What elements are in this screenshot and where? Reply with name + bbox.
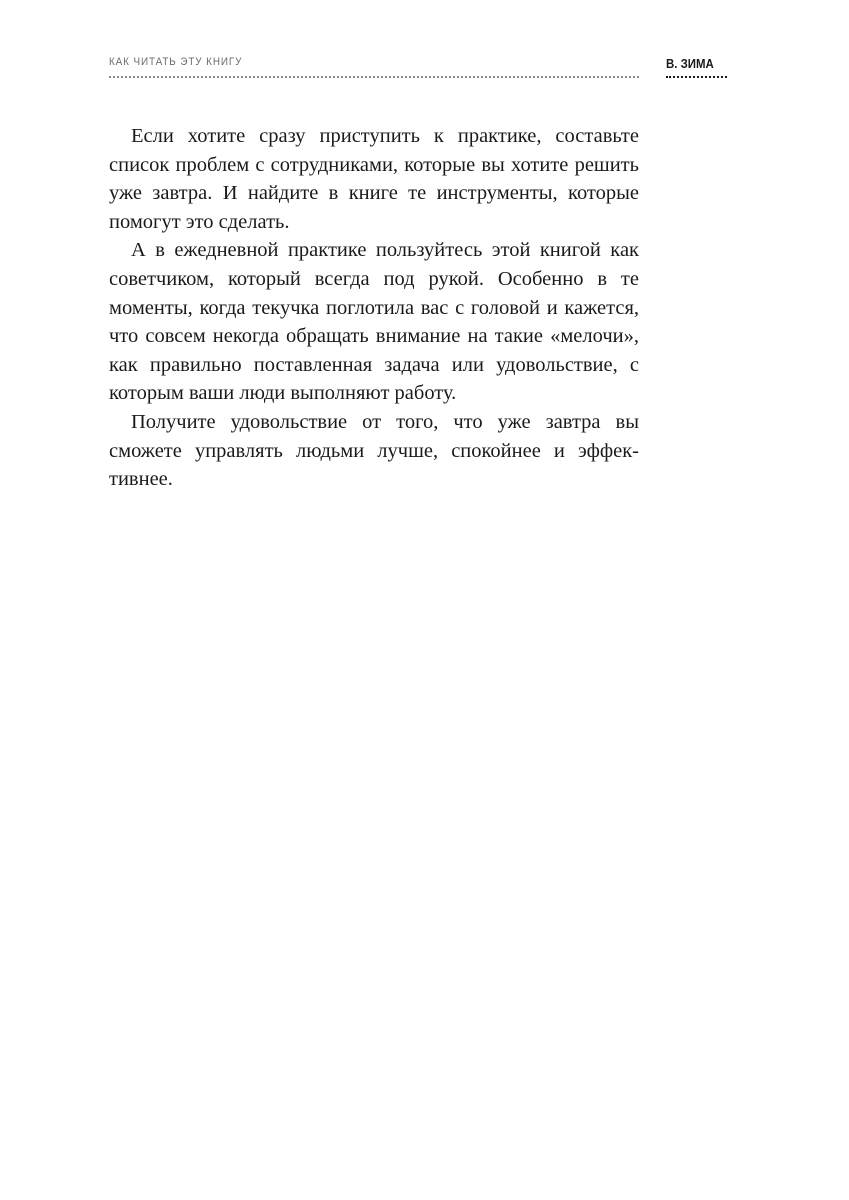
paragraph: А в ежедневной практике пользуйтесь этой книгой как советчиком, который всегда под рукой. Особенно в те моменты, когда текучка поглотила вас с головой и кажется, что совсем некогда обращать внимание на такие «мелочи», как правильно поставленная задача или удовольствие, с которым ваши люди выполняют работу. <box>109 239 639 405</box>
running-head-author <box>666 56 727 78</box>
section-title: КАК ЧИТАТЬ ЭТУ КНИГУ <box>109 56 243 68</box>
page-body <box>109 122 639 494</box>
paragraph: Получите удовольствие от того, что уже завтра вы сможете управлять людьми лучше, спокойнее и эффективнее. <box>109 410 639 491</box>
author-name: В. ЗИМА <box>666 56 714 71</box>
running-head <box>109 56 639 78</box>
paragraph: Если хотите сразу приступить к практике, составьте список проблем с сотрудниками, которые вы хотите решить уже завтра. И найдите в книге те инструменты, которые помогут это сделать. <box>109 125 639 233</box>
